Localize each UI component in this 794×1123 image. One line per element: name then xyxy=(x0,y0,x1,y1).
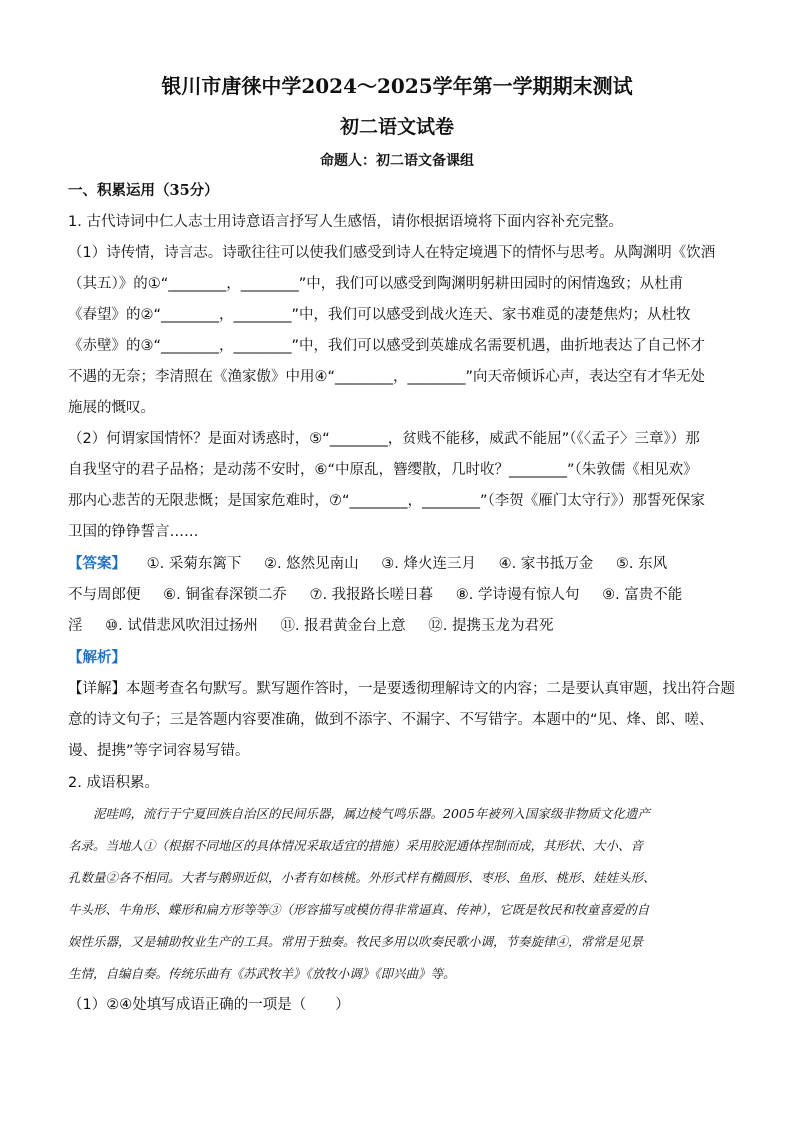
answer-text: 烽火连三月 xyxy=(403,556,476,572)
answer-text: 提携玉龙为君死 xyxy=(451,618,554,634)
answer-number: ④ xyxy=(498,556,512,572)
answer-text: 家书抵万金 xyxy=(520,556,594,572)
answer-text: 不与周郎便 xyxy=(68,587,141,603)
answer-item: ②. 悠然见南山 xyxy=(263,556,359,572)
answer-text: 学诗谩有惊人句 xyxy=(477,587,580,603)
q1-part2-line: 卫国的铮铮誓言…… xyxy=(68,524,199,540)
answer-text: 富贵不能 xyxy=(624,587,683,603)
passage-line: 孔数量②各不相同。大者与鹅卵近似，小者有如核桃。外形式样有椭圆形、枣形、鱼形、桃形、娃娃头形、 xyxy=(68,870,656,885)
answer-number: ⑥ xyxy=(163,587,177,603)
question-2-stem: 2. 成语积累。 xyxy=(68,775,159,791)
q1-part1-line: 《春望》的②“________，________”中，我们可以感受到战火连天、家书难觅的凄楚焦灼；从杜牧 xyxy=(68,307,691,323)
answer-number: ② xyxy=(263,556,277,572)
exam-title: 银川市唐徕中学2024～2025学年第一学期期末测试 xyxy=(161,74,633,98)
answer-item: ①. 采菊东篱下 xyxy=(146,556,242,572)
passage-line: 生情，自编自奏。传统乐曲有《苏武牧羊》《放牧小调》《即兴曲》等。 xyxy=(68,966,456,981)
answer-number: ⑧ xyxy=(455,587,469,603)
analysis-label: 【解析】 xyxy=(68,650,126,666)
passage-line: 娱性乐器，又是辅助牧业生产的工具。常用于独奏。牧民多用以吹奏民歌小调，节奏旋律④，常常是见景 xyxy=(68,934,644,949)
exam-subtitle: 初二语文试卷 xyxy=(339,116,454,138)
answer-text: 东风 xyxy=(638,556,668,572)
answer-item: ④. 家书抵万金 xyxy=(498,556,594,572)
answer-text: 报君黄金台上意 xyxy=(304,618,406,634)
answer-row-1 xyxy=(68,554,728,574)
answer-row-3 xyxy=(68,616,728,636)
answer-row-2 xyxy=(68,585,728,605)
answer-text: 铜雀春深锁二乔 xyxy=(185,587,287,603)
answer-number: ⑦ xyxy=(309,587,323,603)
detail-line: 【详解】本题考查名句默写。默写题作答时，一是要透彻理解诗文的内容；二是要认真审题，找出符合题 xyxy=(68,681,735,697)
answer-item: ⑧. 学诗谩有惊人句 xyxy=(455,587,580,603)
answer-text: 悠然见南山 xyxy=(286,556,359,572)
answer-item: ⑪. 报君黄金台上意 xyxy=(280,618,406,634)
question-2-sub-1: （1）②④处填写成语正确的一项是（ ） xyxy=(68,997,350,1013)
q1-part2-line: （2）何谓家国情怀？是面对诱惑时，⑤“________，贫贱不能移，威武不能屈”（《〈孟子〉三章》）那 xyxy=(68,431,700,447)
question-1-stem: 1. 古代诗词中仁人志士用诗意语言抒写人生感悟，请你根据语境将下面内容补充完整。 xyxy=(68,214,623,230)
q1-part2-line: 自我坚守的君子品格；是动荡不安时，⑥“中原乱，簪缨散，几时收？________”（朱敦儒《相见欢》 xyxy=(68,462,698,478)
answer-number: ① xyxy=(146,556,160,572)
answer-number: ⑩ xyxy=(105,618,119,634)
answer-item: ③. 烽火连三月 xyxy=(381,556,476,572)
answer-number: ⑪ xyxy=(280,618,295,634)
answer-item: ⑤. 东风 xyxy=(615,556,668,572)
answer-item: ⑦. 我报路长嗟日暮 xyxy=(309,587,434,603)
detail-line: 谩、提携”等字词容易写错。 xyxy=(68,743,250,759)
section-heading: 一、积累运用（35分） xyxy=(68,182,219,199)
q1-part2-line: 那内心悲苦的无限悲慨；是国家危难时，⑦“________，________”（李贺《雁门太守行》）那誓死保家 xyxy=(68,493,706,509)
answer-text: 试借悲风吹泪过扬州 xyxy=(127,618,258,634)
answer-label: 【答案】 xyxy=(68,556,126,572)
detail-line: 意的诗文句子；三是答题内容要准确，做到不添字、不漏字、不写错字。本题中的“见、烽、郎、嗟、 xyxy=(68,712,714,728)
passage-line: 名录。当地人①（根据不同地区的具体情况采取适宜的措施）采用胶泥通体捏制而成，其形状、大小、音 xyxy=(68,838,644,853)
answer-item xyxy=(68,585,141,605)
exam-author: 命题人：初二语文备课组 xyxy=(320,153,474,169)
answer-text: 采菊东篱下 xyxy=(168,556,242,572)
q1-part1-line: 《赤壁》的③“________，________”中，我们可以感受到英雄成名需要机遇，曲折地表达了自己怀才 xyxy=(68,338,706,354)
answer-number: ③ xyxy=(381,556,395,572)
q1-part1-line: （1）诗传情，诗言志。诗歌往往可以使我们感受到诗人在特定境遇下的情怀与思考。从陶渊明《饮酒 xyxy=(68,245,716,261)
answer-item: ⑥. 铜雀春深锁二乔 xyxy=(163,587,287,603)
answer-text: 淫 xyxy=(68,618,83,634)
q1-part1-line: 不遇的无奈；李清照在《渔家傲》中用④“________，________”向天帝倾诉心声，表达空有才华无处 xyxy=(68,369,706,385)
answer-number: ⑤ xyxy=(615,556,629,572)
answer-text: 我报路长嗟日暮 xyxy=(331,587,434,603)
answer-number: ⑫ xyxy=(428,618,443,634)
answer-item xyxy=(68,616,83,636)
passage-line: 泥哇呜，流行于宁夏回族自治区的民间乐器，属边棱气鸣乐器。2005年被列入国家级非物质文化遗产 xyxy=(68,806,650,821)
answer-item: ⑩. 试借悲风吹泪过扬州 xyxy=(105,618,258,634)
answer-item: ⑨. 富贵不能 xyxy=(602,587,683,603)
passage-line: 牛头形、牛角形、蝶形和扁方形等等③（形容描写或模仿得非常逼真、传神），它既是牧民和牧童喜爱的自 xyxy=(68,902,650,917)
q1-part1-line: （其五）》的①“________，________”中，我们可以感受到陶渊明躬耕田园时的闲情逸致；从杜甫 xyxy=(68,276,684,292)
answer-item: ⑫. 提携玉龙为君死 xyxy=(428,618,554,634)
q1-part1-line: 施展的慨叹。 xyxy=(68,400,155,416)
answer-number: ⑨ xyxy=(602,587,616,603)
